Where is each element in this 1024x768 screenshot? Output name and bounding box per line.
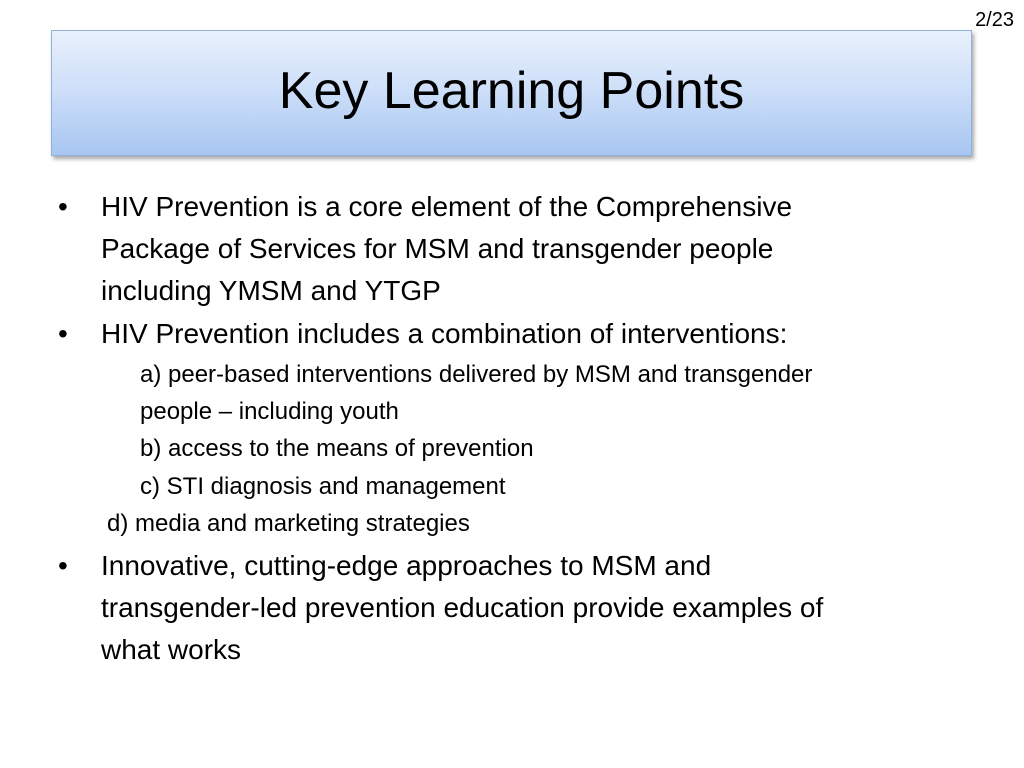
bullet-marker: • <box>58 550 68 581</box>
sub-item-a-line-1: a) peer-based interventions delivered by MSM and transgender <box>140 361 813 388</box>
sub-item-a-line-2: people – including youth <box>140 398 399 425</box>
sub-item-d: d) media and marketing strategies <box>107 510 470 537</box>
bullet-3-line-1: Innovative, cutting-edge approaches to MSM and <box>101 550 712 581</box>
bullet-3-line-3: what works <box>101 634 242 665</box>
bullet-1-line-3: including YMSM and YTGP <box>101 275 441 306</box>
sub-item-b: b) access to the means of prevention <box>140 435 534 462</box>
sub-item-c: c) STI diagnosis and management <box>140 473 506 500</box>
bullet-3-line-2: transgender-led prevention education provide examples of <box>101 592 824 623</box>
slide-title: Key Learning Points <box>278 62 745 120</box>
bullet-1-line-2: Package of Services for MSM and transgender people <box>101 233 774 264</box>
bullet-2-line-1: HIV Prevention includes a combination of interventions: <box>101 318 788 349</box>
page-number: 2/23 <box>975 9 1014 31</box>
bullet-marker: • <box>58 318 68 349</box>
bullet-marker: • <box>58 191 68 222</box>
bullet-1-line-1: HIV Prevention is a core element of the Comprehensive <box>101 191 793 222</box>
